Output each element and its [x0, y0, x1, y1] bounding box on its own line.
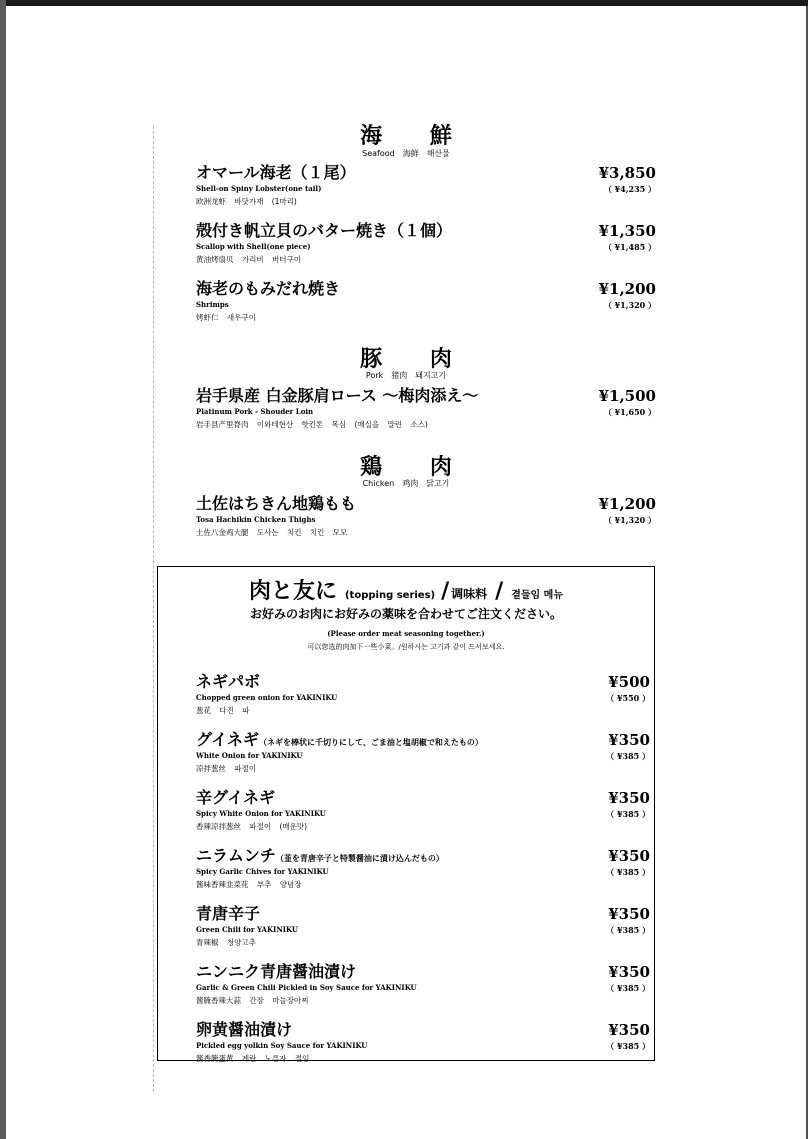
menu-item-lobster [196, 164, 656, 216]
item-name: 海老のもみだれ焼き [196, 279, 341, 298]
item-price-tax: （ ¥385 ） [606, 1041, 650, 1051]
item-translation: 香辣凉拌葱丝 파절이 (매운맛) [196, 822, 308, 831]
item-name: 辛グイネギ [196, 788, 276, 807]
item-name: 殻付き帆立貝のバター焼き（１個） [196, 221, 453, 240]
item-translation: 酱腌香辣大蒜 간장 마늘장아찌 [196, 996, 309, 1005]
item-english: Tosa Hachikin Chicken Thighs [196, 515, 316, 524]
item-translation: 烤虾仁 새우구이 [196, 313, 256, 322]
pork-title: 豚 肉 [360, 347, 472, 372]
item-translation: 土佐八金鸡大腿 도사는 치킨 치킨 모모 [196, 528, 348, 537]
item-price-tax: （ ¥385 ） [606, 809, 650, 819]
item-english: White Onion for YAKINIKU [196, 751, 303, 760]
topping-series-label: (topping series) [344, 590, 436, 601]
menu-item-chicken [196, 495, 656, 547]
item-english: Shrimps [196, 300, 229, 309]
viewer-top-border [0, 0, 808, 6]
item-name: ニンニク青唐醤油漬け [196, 962, 357, 981]
item-price: ¥350 [608, 963, 650, 981]
divider-slash: / [495, 579, 504, 604]
chicken-title: 鶏 肉 [360, 455, 472, 480]
viewer-left-border [0, 0, 6, 1139]
topping-item-negi-pabo [196, 673, 650, 725]
item-price: ¥1,200 [598, 280, 656, 298]
item-english: Shell-on Spiny Lobster(one tail) [196, 184, 322, 193]
item-name: オマール海老（１尾） [196, 163, 356, 182]
item-name: 青唐辛子 [196, 904, 261, 923]
item-price-tax: （ ¥385 ） [606, 925, 650, 935]
item-note: （ネギを棒状に千切りにして、ごま油と塩胡椒で和えたもの） [259, 737, 483, 747]
item-translation: 岩手县产里脊肉 이와테현산 핫킨톤 목심 (매실을 말린 소스) [196, 420, 428, 429]
topping-series-box [157, 566, 655, 1061]
topping-item-nira-munchi [196, 847, 650, 899]
topping-chinese-label: 调味料 [451, 587, 488, 601]
item-price-tax: （ ¥4,235 ） [603, 184, 656, 194]
item-note: （韮を青唐辛子と特製醤油に漬け込んだもの） [275, 853, 444, 863]
topping-korean-label: 곁들임 메뉴 [511, 590, 564, 601]
topping-title: 肉と友に [248, 579, 337, 604]
item-price: ¥350 [608, 847, 650, 865]
item-price-tax: （ ¥385 ） [606, 983, 650, 993]
item-price: ¥1,500 [598, 387, 656, 405]
item-translation: 欧洲龙虾 바닷가재 (1마리) [196, 197, 297, 206]
item-price: ¥500 [608, 673, 650, 691]
item-english: Garlic & Green Chili Pickled in Soy Sauce for YAKINIKU [196, 983, 417, 992]
item-translation: 凉拌葱丝 파절이 [196, 764, 257, 773]
topping-item-green-chili [196, 905, 650, 957]
chicken-subtitle: Chicken 鸡肉 닭고기 [362, 479, 450, 488]
item-price: ¥350 [608, 731, 650, 749]
item-name: ニラムンチ（韮を青唐辛子と特製醤油に漬け込んだもの） [196, 846, 444, 865]
item-price: ¥1,350 [598, 222, 656, 240]
item-name: 卵黄醤油漬け [196, 1020, 293, 1039]
divider-slash: / [441, 579, 450, 604]
item-english: Scallop with Shell(one piece) [196, 242, 311, 251]
item-english: Platinum Pork - Shouder Loin [196, 407, 314, 416]
item-price: ¥350 [608, 905, 650, 923]
item-translation: 青辣椒 청양고추 [196, 938, 256, 947]
item-english: Chopped green onion for YAKINIKU [196, 693, 338, 702]
item-price: ¥350 [608, 789, 650, 807]
margin-guide-line [153, 126, 154, 1092]
item-name: 岩手県産 白金豚肩ロース ～梅肉添え～ [196, 386, 479, 405]
item-english: Spicy Garlic Chives for YAKINIKU [196, 867, 329, 876]
item-price-tax: （ ¥1,320 ） [603, 300, 656, 310]
item-translation: 葱花 다진 파 [196, 706, 250, 715]
topping-header [158, 577, 654, 611]
item-translation: 黄油烤扇贝 가리비 버터구이 [196, 255, 301, 264]
item-english: Pickled egg yolkin Soy Sauce for YAKINIKU [196, 1041, 368, 1050]
seafood-subtitle: Seafood 海鲜 해산물 [362, 149, 450, 158]
item-name: 土佐はちきん地鶏もも [196, 494, 357, 513]
menu-page [6, 6, 806, 1139]
item-english: Green Chili for YAKINIKU [196, 925, 298, 934]
menu-item-pork [196, 387, 656, 439]
item-translation: 酱味香辣韭菜花 부추 양념장 [196, 880, 302, 889]
item-translation: 酱香腌蛋黄 계란 노른자 절임 [196, 1054, 310, 1063]
topping-item-spicy-gui-negi [196, 789, 650, 841]
item-english: Spicy White Onion for YAKINIKU [196, 809, 326, 818]
pork-subtitle: Pork 猪肉 돼지고기 [365, 371, 447, 380]
topping-instruction-en: (Please order meat seasoning together.) [327, 629, 485, 638]
item-price-tax: （ ¥385 ） [606, 867, 650, 877]
item-price-tax: （ ¥1,650 ） [603, 407, 656, 417]
topping-instruction-jp: お好みのお肉にお好みの薬味を合わせてご注文ください。 [249, 607, 562, 621]
item-price: ¥1,200 [598, 495, 656, 513]
menu-item-scallop [196, 222, 656, 274]
item-price-tax: （ ¥550 ） [606, 693, 650, 703]
item-price-tax: （ ¥385 ） [606, 751, 650, 761]
item-name: ネギパボ [196, 672, 261, 691]
topping-instruction-cn-kr: 可以您选的肉加下一些小菜。/원하시는 고기과 같이 드셔보세요. [307, 643, 505, 651]
topping-item-gui-negi [196, 731, 650, 783]
topping-item-egg-yolk [196, 1020, 650, 1063]
item-price: ¥350 [608, 1021, 650, 1039]
item-name: グイネギ（ネギを棒状に千切りにして、ごま油と塩胡椒で和えたもの） [196, 730, 483, 749]
menu-item-shrimp [196, 280, 656, 332]
item-price-tax: （ ¥1,320 ） [603, 515, 656, 525]
item-price: ¥3,850 [598, 164, 656, 182]
item-price-tax: （ ¥1,485 ） [603, 242, 656, 252]
seafood-title: 海 鮮 [360, 124, 472, 149]
topping-item-garlic-pickle [196, 963, 650, 1015]
